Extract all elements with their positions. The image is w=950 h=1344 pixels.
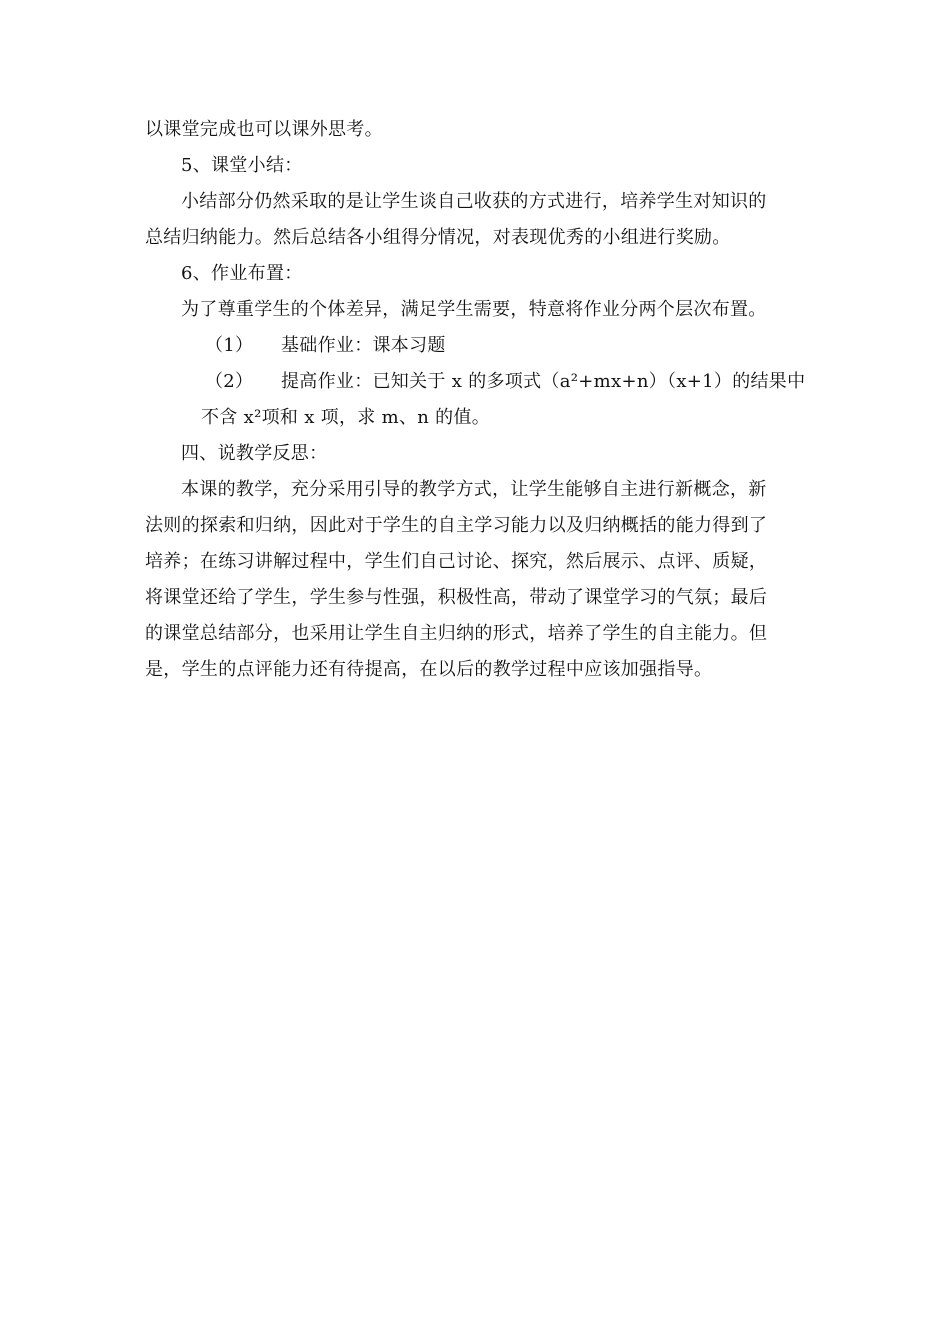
section-heading-homework: 6、作业布置： xyxy=(181,263,303,284)
paragraph-line: 本课的教学，充分采用引导的教学方式，让学生能够自主进行新概念，新 xyxy=(181,479,767,500)
paragraph-line: 总结归纳能力。然后总结各小组得分情况，对表现优秀的小组进行奖励。 xyxy=(145,227,731,248)
paragraph-line: 小结部分仍然采取的是让学生谈自己收获的方式进行，培养学生对知识的 xyxy=(181,191,767,212)
homework-item-basic xyxy=(145,328,807,364)
section-heading-reflection: 四、说教学反思： xyxy=(181,443,328,464)
item-number: （1） xyxy=(205,335,254,356)
item-number: （2） xyxy=(205,371,254,392)
paragraph-line: 法则的探索和归纳，因此对于学生的自主学习能力以及归纳概括的能力得到了 xyxy=(145,515,768,536)
paragraph-line: 为了尊重学生的个体差异，满足学生需要，特意将作业分两个层次布置。 xyxy=(181,299,767,320)
item-text: 基础作业：课本习题 xyxy=(281,335,446,356)
paragraph-line: 将课堂还给了学生，学生参与性强，积极性高，带动了课堂学习的气氛；最后 xyxy=(145,587,768,608)
paragraph-line: 的课堂总结部分，也采用让学生自主归纳的形式，培养了学生的自主能力。但 xyxy=(145,623,768,644)
paragraph-line: 以课堂完成也可以课外思考。 xyxy=(145,119,383,140)
paragraph-line: 是，学生的点评能力还有待提高，在以后的教学过程中应该加强指导。 xyxy=(145,659,713,680)
homework-item-continuation: 不含 x²项和 x 项，求 m、n 的值。 xyxy=(201,407,491,428)
document-body xyxy=(145,112,807,688)
item-text: 提高作业：已知关于 x 的多项式（a²+mx+n）（x+1）的结果中 xyxy=(281,371,806,392)
paragraph-line: 培养；在练习讲解过程中，学生们自己讨论、探究，然后展示、点评、质疑， xyxy=(145,551,768,572)
homework-item-advanced xyxy=(145,364,807,400)
section-heading-summary: 5、课堂小结： xyxy=(181,155,303,176)
